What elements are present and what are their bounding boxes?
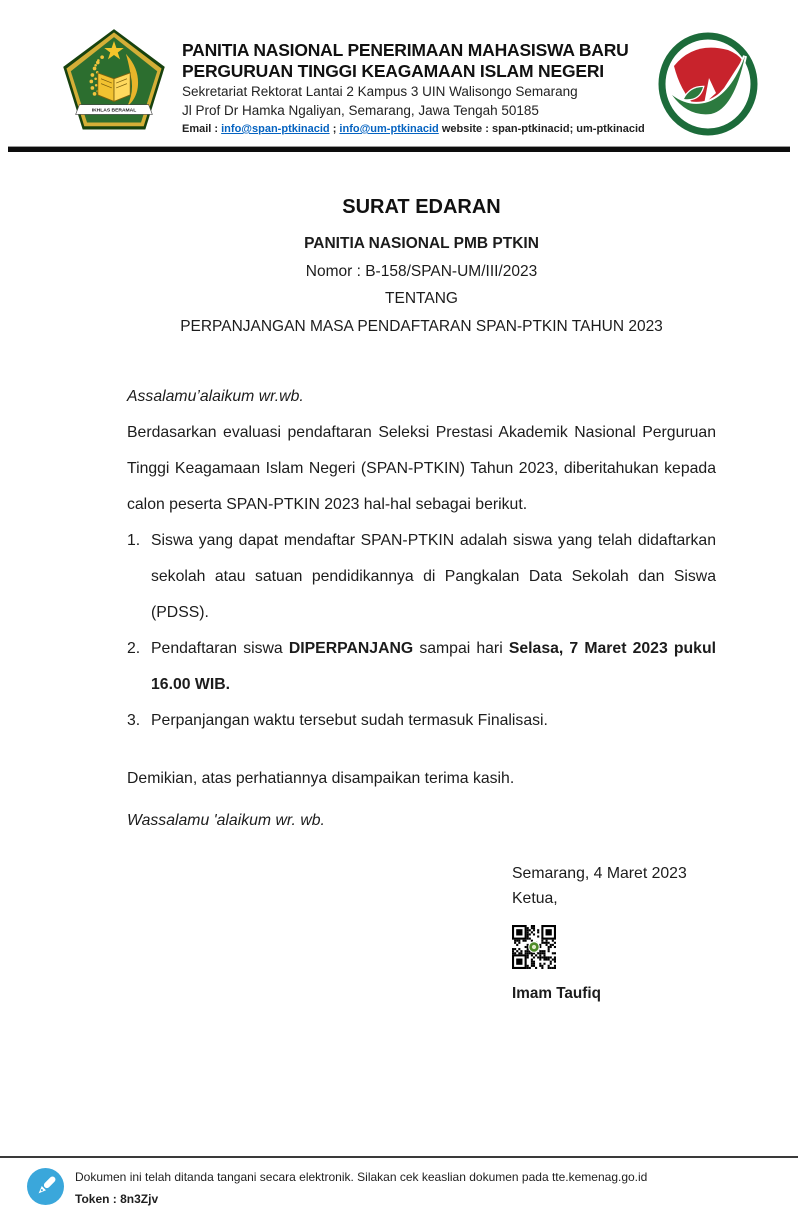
kemenag-banner-text: IKHLAS BERAMAL [91,108,137,114]
electronic-signature-pen-icon [27,1168,64,1205]
letter-title-block [127,194,716,340]
footer-row [0,1158,798,1206]
span-um-ptkin-logo-icon [658,32,758,136]
email-link-span-ptkin[interactable]: info@span-ptkinacid [221,123,330,135]
letterhead-divider [8,146,790,152]
signature-name: Imam Taufiq [512,985,601,1002]
list-item-text: Perpanjangan waktu tersebut sudah termasuk Finalisasi. [151,712,548,729]
letter-subtitle: PANITIA NASIONAL PMB PTKIN [304,235,539,252]
kemenag-logo-icon [60,28,168,136]
email-separator: ; [329,123,340,135]
signature-role: Ketua, [512,890,558,907]
signature-qr-code [512,925,556,969]
opening-salutation: Assalamu’alaikum wr.wb. [127,388,304,405]
list-item [127,703,716,739]
list-item-text: Siswa yang dapat mendaftar SPAN-PTKIN adalah siswa yang telah didaftarkan sekolah atau satuan pendidikannya di Pangkalan Data Sekolah dan Siswa (PDSS). [151,532,716,621]
website-text: website : span-ptkinacid; um-ptkinacid [438,123,645,135]
letter-number: Nomor : B-158/SPAN-UM/III/2023 [305,262,538,280]
org-address-line1: Sekretariat Rektorat Lantai 2 Kampus 3 UIN Walisongo Semarang [182,84,578,99]
letterhead [60,28,758,137]
closing-salutation: Wassalamu 'alaikum wr. wb. [127,812,325,829]
numbered-list [127,523,716,739]
list-item-number: 1. [127,532,141,549]
org-address-line2: Jl Prof Dr Hamka Ngaliyan, Semarang, Jawa Tengah 50185 [182,103,539,118]
list-item-number: 3. [127,712,141,729]
list-item-text: Pendaftaran siswa DIPERPANJANG sampai hari Selasa, 7 Maret 2023 pukul 16.00 WIB. [151,640,716,693]
footer-text [75,1168,647,1206]
footer-token: Token : 8n3Zjv [75,1192,159,1206]
opening-paragraph: Berdasarkan evaluasi pendaftaran Seleksi Prestasi Akademik Nasional Perguruan Tinggi Keagamaan Islam Negeri (SPAN-PTKIN) Tahun 2023, diberitahukan kepada calon peserta SPAN-PTKIN 2023 hal-hal sebagai berikut. [127,424,716,513]
token-value: 8n3Zjv [120,1192,159,1206]
list-item-number: 2. [127,640,141,657]
closing-paragraph: Demikian, atas perhatiannya disampaikan terima kasih. [127,770,515,787]
signature-place-date: Semarang, 4 Maret 2023 [512,865,687,882]
email-label: Email : [182,123,222,135]
list-item [127,631,716,703]
letter-about-label: TENTANG [385,290,458,307]
letterhead-text [182,28,648,137]
org-name-line1: PANITIA NASIONAL PENERIMAAN MAHASISWA BARU [182,40,629,60]
footer-notice: Dokumen ini telah ditanda tangani secara elektronik. Silakan cek keaslian dokumen pada tte.kemenag.go.id [75,1170,648,1184]
list-item [127,523,716,631]
letter-body [127,379,716,839]
email-link-um-ptkin[interactable]: info@um-ptkinacid [339,123,439,135]
org-name-line2: PERGURUAN TINGGI KEAGAMAAN ISLAM NEGERI [182,61,604,81]
contact-line [182,122,648,137]
letter-subject: PERPANJANGAN MASA PENDAFTARAN SPAN-PTKIN TAHUN 2023 [180,317,663,335]
signature-block [512,861,687,1006]
letter-title: SURAT EDARAN [342,196,501,218]
document-footer [0,1156,798,1206]
